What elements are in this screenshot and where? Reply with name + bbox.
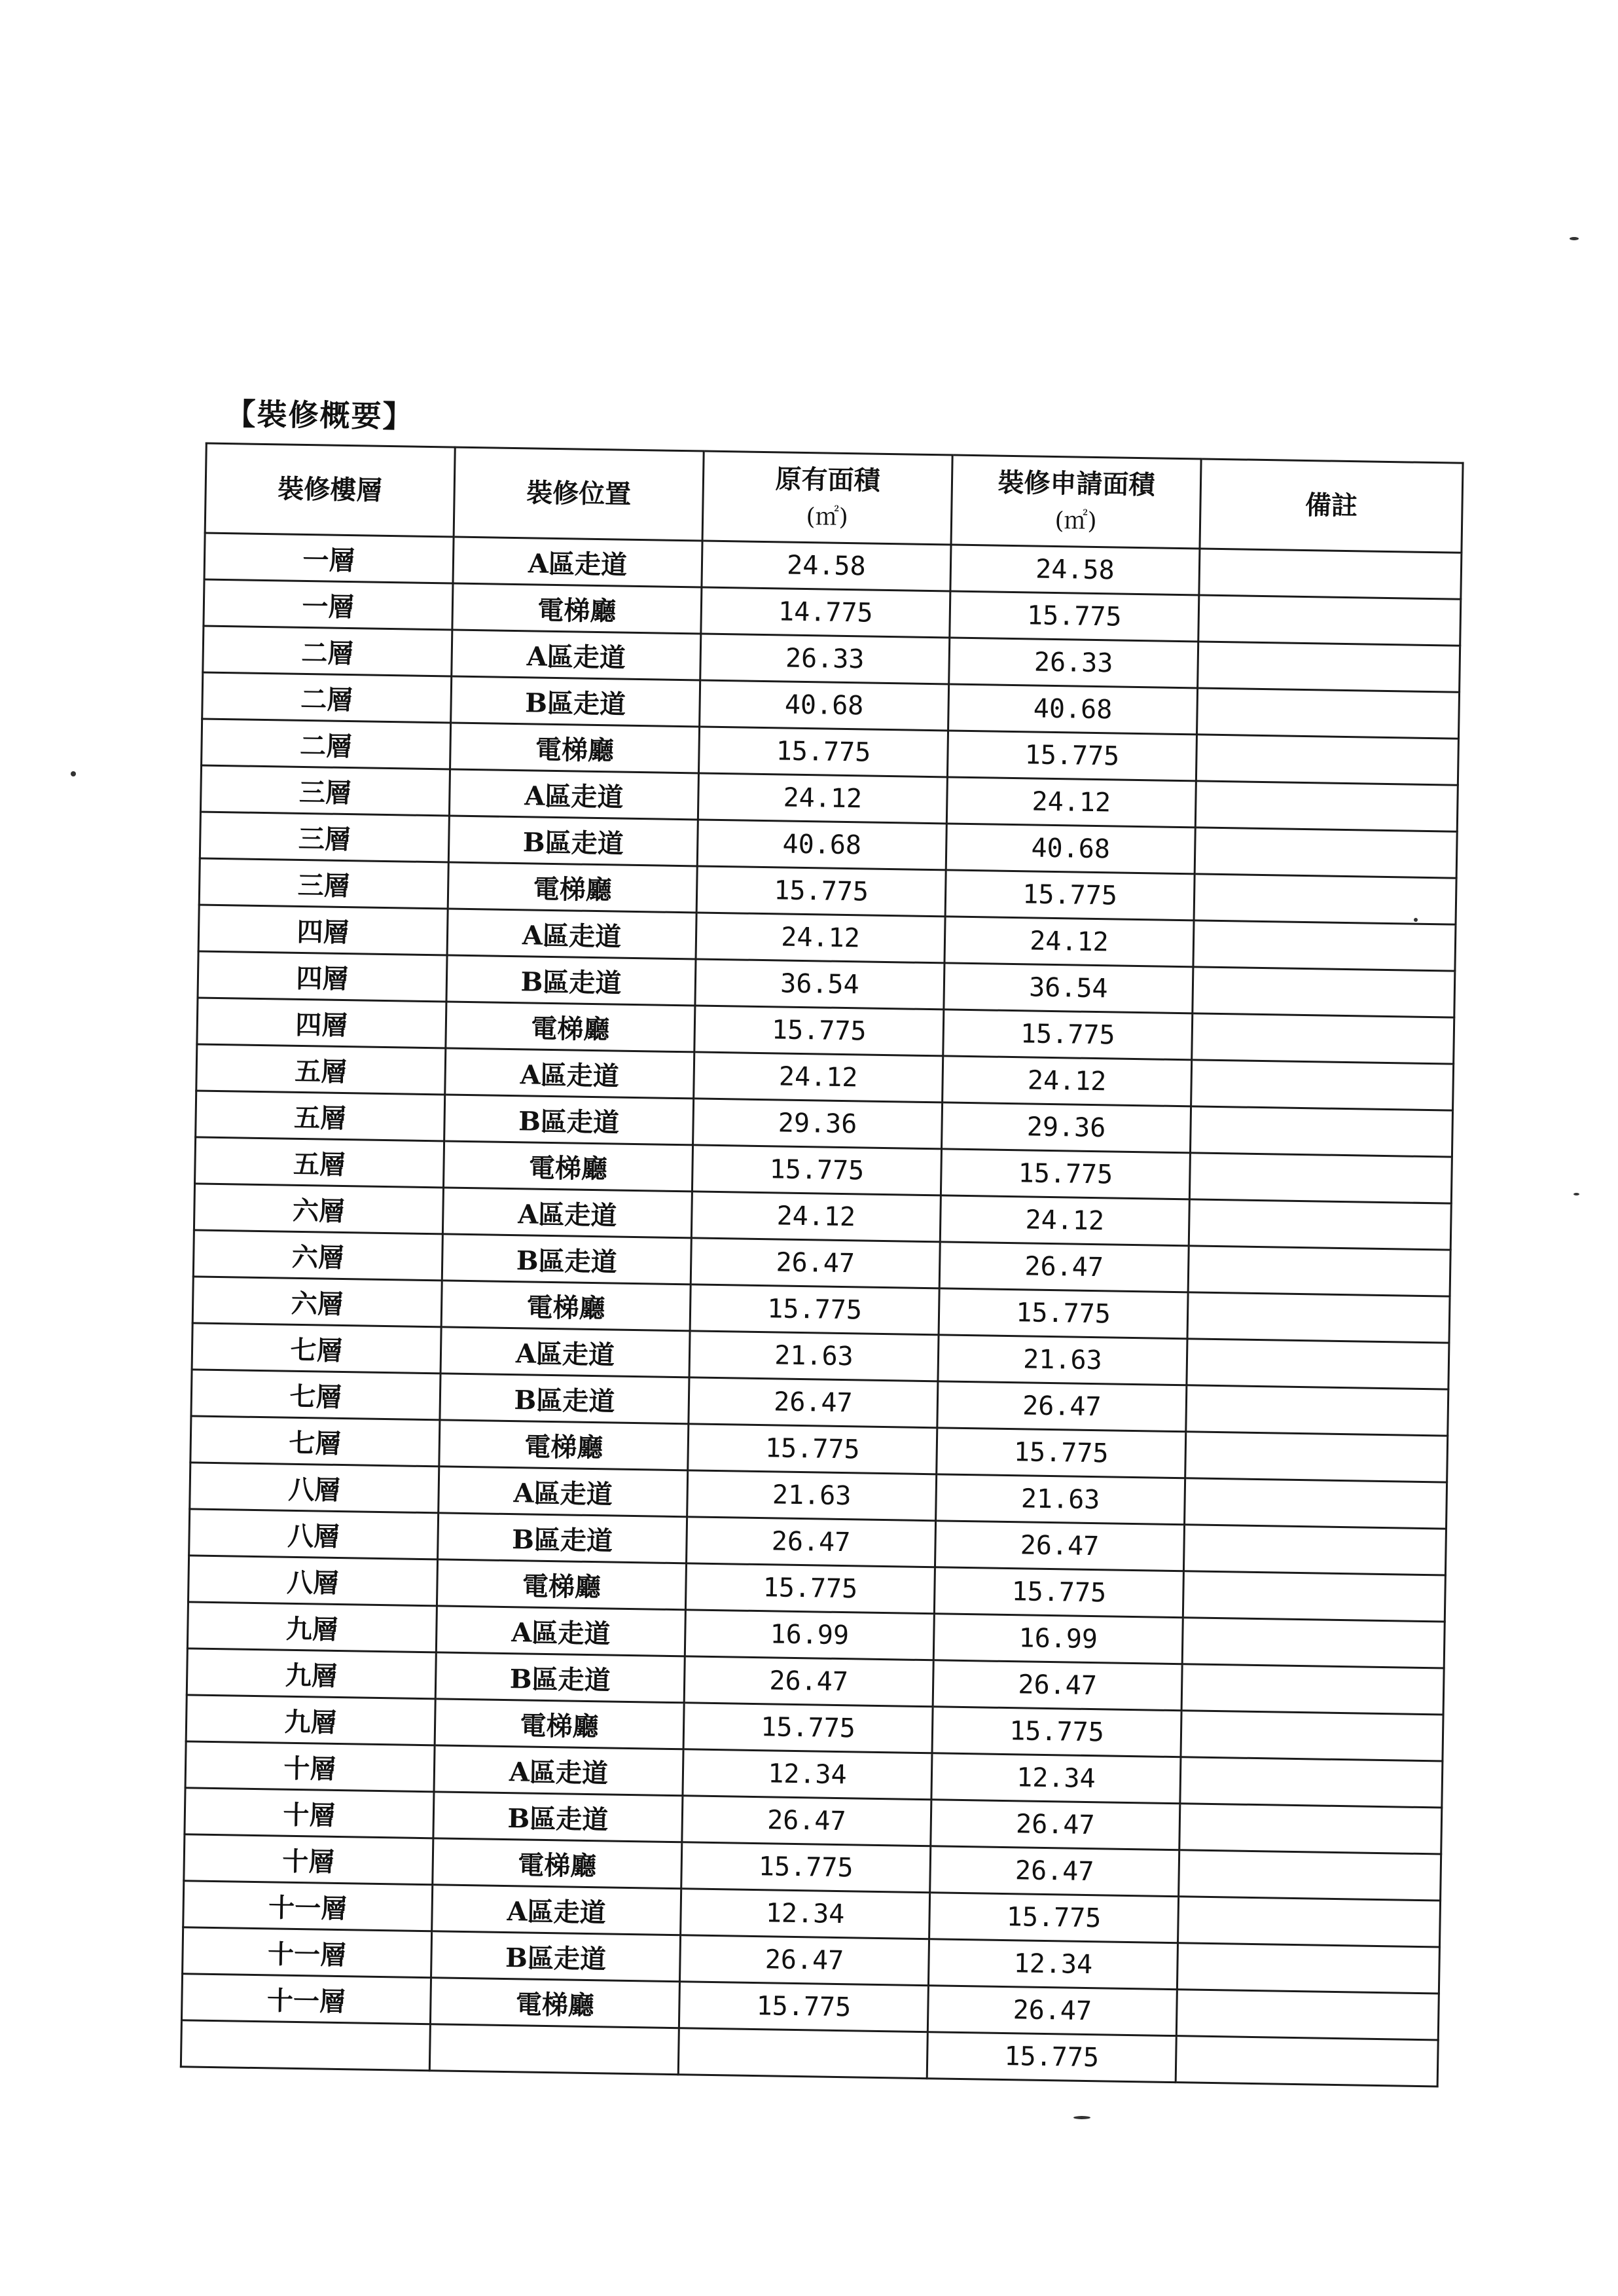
applied-area-cell: 24.12: [946, 777, 1196, 828]
applied-area-cell: 15.775: [945, 870, 1195, 920]
location-cell: B區走道: [433, 1792, 683, 1842]
floor-cell: 四層: [197, 998, 446, 1048]
remarks-cell: [1186, 1385, 1448, 1436]
location-cell: 電梯廳: [433, 1838, 682, 1889]
remarks-cell: [1198, 595, 1461, 646]
original-area-cell: 26.47: [684, 1656, 933, 1707]
location-cell: A區走道: [434, 1745, 683, 1796]
original-area-cell: 12.34: [681, 1889, 930, 1939]
applied-area-cell: 24.12: [940, 1195, 1189, 1246]
location-cell: B區走道: [448, 816, 698, 866]
floor-cell: 十一層: [181, 1974, 431, 2024]
floor-cell: 三層: [200, 812, 449, 862]
location-cell: B區走道: [442, 1234, 691, 1285]
original-area-cell: 24.12: [694, 1052, 943, 1102]
floor-cell: 八層: [188, 1556, 437, 1606]
applied-area-cell: 16.99: [933, 1614, 1183, 1664]
remarks-cell: [1188, 1246, 1450, 1296]
floor-cell: 一層: [204, 579, 453, 630]
header-original-area: [702, 451, 952, 545]
original-area-cell: 26.47: [679, 1935, 929, 1986]
header-applied-area: [951, 455, 1201, 549]
applied-area-cell: 26.47: [935, 1521, 1184, 1571]
remarks-cell: [1178, 1897, 1441, 1947]
floor-cell: 三層: [200, 765, 450, 816]
applied-area-cell: 26.47: [939, 1242, 1189, 1292]
floor-cell: 二層: [202, 719, 451, 769]
remarks-cell: [1193, 920, 1456, 971]
applied-area-cell: 26.47: [927, 1986, 1177, 2036]
original-area-cell: 24.12: [698, 773, 947, 824]
original-area-cell: 15.775: [692, 1145, 941, 1195]
renovation-summary-table: [180, 443, 1464, 2088]
location-cell: 電梯廳: [448, 862, 697, 913]
location-cell: 電梯廳: [430, 1978, 679, 2028]
location-cell: A區走道: [442, 1188, 692, 1238]
applied-area-cell: 21.63: [938, 1335, 1187, 1385]
original-area-cell: 26.47: [689, 1377, 938, 1428]
applied-area-cell: 21.63: [936, 1474, 1185, 1525]
remarks-cell: [1182, 1618, 1445, 1668]
original-area-cell: 36.54: [695, 959, 944, 1010]
original-area-cell: 15.775: [696, 866, 946, 917]
applied-area-cell: 29.36: [942, 1102, 1191, 1153]
floor-cell: 二層: [203, 626, 452, 676]
remarks-cell: [1185, 1432, 1448, 1482]
header-location: [454, 447, 704, 541]
section-title: 【裝修概要】: [225, 396, 414, 435]
remarks-cell: [1193, 967, 1455, 1017]
original-area-cell: 12.34: [683, 1749, 932, 1800]
header-original-area-unit: (㎡): [806, 503, 849, 531]
floor-cell: 四層: [198, 905, 448, 955]
original-area-cell: 15.775: [694, 1006, 944, 1056]
location-cell: A區走道: [439, 1467, 688, 1517]
remarks-cell: [1198, 642, 1460, 692]
applied-area-cell: 15.775: [950, 591, 1199, 642]
remarks-cell: [1189, 1199, 1451, 1250]
applied-area-cell: 15.775: [932, 1707, 1181, 1757]
location-cell: B區走道: [446, 955, 696, 1006]
remarks-cell: [1194, 874, 1456, 924]
remarks-cell: [1195, 828, 1457, 878]
location-cell: A區走道: [452, 630, 701, 680]
original-area-cell: 40.68: [700, 680, 949, 731]
floor-cell: 三層: [199, 858, 448, 909]
original-area-cell: 40.68: [697, 820, 946, 870]
location-cell: B區走道: [435, 1652, 685, 1703]
original-area-cell: 15.775: [685, 1563, 935, 1614]
floor-cell: 二層: [202, 672, 452, 723]
location-cell: A區走道: [440, 1327, 690, 1377]
location-cell: B區走道: [438, 1513, 687, 1563]
remarks-cell: [1196, 735, 1458, 785]
header-location-label: 裝修位置: [526, 477, 632, 510]
floor-cell: 六層: [193, 1230, 442, 1281]
header-remarks-label: 備註: [1304, 489, 1358, 522]
remarks-cell: [1183, 1571, 1445, 1622]
applied-area-cell: 15.775: [934, 1567, 1183, 1618]
floor-cell: 九層: [187, 1602, 437, 1652]
header-applied-area-unit: (㎡): [1054, 507, 1097, 535]
original-area-cell: 24.12: [691, 1192, 941, 1242]
location-cell: B區走道: [431, 1931, 681, 1982]
location-cell: A區走道: [445, 1048, 694, 1099]
original-area-cell: 26.47: [687, 1517, 936, 1567]
location-cell: B區走道: [440, 1374, 689, 1424]
floor-cell: 七層: [191, 1370, 440, 1420]
applied-area-cell: 12.34: [928, 1939, 1178, 1990]
table-body: [181, 533, 1462, 2086]
floor-cell: 九層: [187, 1649, 436, 1699]
location-cell: 電梯廳: [435, 1699, 684, 1749]
scan-speck: [1570, 237, 1579, 240]
remarks-cell: [1176, 1990, 1439, 2040]
remarks-cell: [1192, 1013, 1454, 1064]
location-cell: 電梯廳: [439, 1420, 689, 1470]
location-cell: 電梯廳: [450, 723, 700, 773]
original-area-cell: 14.775: [701, 587, 950, 638]
header-floor-label: 裝修樓層: [277, 473, 383, 506]
floor-cell: 十一層: [183, 1881, 433, 1931]
original-area-cell: 15.775: [679, 1982, 928, 2032]
location-cell: B區走道: [451, 676, 700, 727]
location-cell: A區走道: [449, 769, 698, 820]
floor-cell: 十層: [185, 1788, 434, 1838]
original-area-cell: 29.36: [693, 1099, 943, 1149]
remarks-cell: [1189, 1153, 1452, 1203]
applied-area-cell: 15.775: [939, 1288, 1188, 1339]
location-cell: 電梯廳: [452, 583, 702, 634]
location-cell: A區走道: [453, 537, 702, 587]
floor-cell: 八層: [190, 1463, 439, 1513]
original-area-cell: 24.58: [702, 541, 951, 591]
remarks-cell: [1180, 1757, 1443, 1808]
remarks-cell: [1176, 2036, 1438, 2086]
remarks-cell: [1181, 1711, 1443, 1761]
remarks-cell: [1197, 688, 1460, 738]
original-area-cell: 26.47: [682, 1796, 931, 1846]
location-cell: A區走道: [447, 909, 696, 959]
floor-cell: 十層: [185, 1741, 435, 1792]
location-cell: B區走道: [444, 1095, 694, 1145]
renovation-summary-sheet: [115, 393, 1463, 2087]
location-cell: A區走道: [436, 1606, 685, 1656]
floor-cell: 八層: [189, 1509, 439, 1559]
floor-cell: 十一層: [183, 1927, 432, 1978]
applied-area-cell: 40.68: [948, 684, 1198, 735]
applied-area-cell: 36.54: [944, 963, 1193, 1013]
floor-cell: [181, 2020, 430, 2071]
location-cell: A區走道: [432, 1885, 681, 1935]
remarks-cell: [1181, 1664, 1444, 1715]
header-applied-area-label: 裝修申請面積: [998, 467, 1155, 501]
original-area-cell: 16.99: [685, 1610, 934, 1660]
header-floor: [205, 443, 455, 537]
applied-area-cell: 26.47: [933, 1660, 1182, 1711]
scan-speck: [1573, 1193, 1579, 1195]
scan-speck: [71, 771, 76, 776]
applied-area-cell: 15.775: [947, 731, 1196, 781]
remarks-cell: [1191, 1060, 1454, 1110]
applied-area-cell: 26.47: [937, 1381, 1187, 1432]
applied-area-cell: 15.775: [929, 1893, 1179, 1943]
remarks-cell: [1179, 1850, 1441, 1901]
original-area-cell: 15.775: [698, 727, 948, 777]
original-area-cell: 15.775: [688, 1424, 937, 1474]
remarks-cell: [1187, 1292, 1450, 1343]
applied-area-cell: 26.33: [949, 638, 1198, 688]
applied-area-cell: 40.68: [946, 824, 1195, 874]
applied-area-cell: 24.58: [950, 545, 1200, 595]
original-area-cell: 24.12: [696, 913, 945, 963]
original-area-cell: 26.47: [691, 1238, 940, 1288]
original-area-cell: 15.775: [690, 1285, 939, 1335]
location-cell: [429, 2024, 679, 2075]
location-cell: 電梯廳: [441, 1281, 691, 1331]
remarks-cell: [1185, 1478, 1447, 1529]
floor-cell: 六層: [192, 1277, 442, 1327]
floor-cell: 九層: [186, 1695, 435, 1745]
original-area-cell: 15.775: [681, 1842, 931, 1893]
applied-area-cell: 15.775: [943, 1010, 1193, 1060]
applied-area-cell: 15.775: [937, 1428, 1186, 1478]
remarks-cell: [1190, 1106, 1452, 1157]
original-area-cell: 21.63: [687, 1470, 937, 1521]
scan-speck: [1073, 2116, 1090, 2119]
remarks-cell: [1177, 1943, 1439, 1994]
original-area-cell: 15.775: [683, 1703, 933, 1753]
location-cell: 電梯廳: [446, 1002, 695, 1052]
floor-cell: 七層: [190, 1416, 440, 1467]
applied-area-cell: 26.47: [931, 1800, 1180, 1850]
remarks-cell: [1183, 1525, 1446, 1575]
floor-cell: 四層: [198, 951, 447, 1002]
floor-cell: 五層: [195, 1137, 444, 1188]
original-area-cell: [678, 2028, 927, 2079]
floor-cell: 一層: [204, 533, 454, 583]
location-cell: 電梯廳: [443, 1141, 692, 1192]
header-remarks: [1200, 459, 1463, 553]
floor-cell: 六層: [194, 1184, 443, 1234]
original-area-cell: 21.63: [689, 1331, 939, 1381]
remarks-cell: [1199, 549, 1462, 599]
location-cell: 電梯廳: [437, 1559, 686, 1610]
applied-area-cell: 15.775: [941, 1149, 1190, 1199]
floor-cell: 五層: [196, 1044, 446, 1095]
floor-cell: 七層: [192, 1323, 441, 1374]
floor-cell: 十層: [184, 1834, 433, 1885]
applied-area-cell: 15.775: [927, 2032, 1176, 2083]
original-area-cell: 26.33: [700, 634, 950, 684]
applied-area-cell: 12.34: [931, 1753, 1181, 1804]
applied-area-cell: 24.12: [944, 917, 1194, 967]
header-original-area-label: 原有面積: [775, 464, 880, 496]
floor-cell: 五層: [196, 1091, 445, 1141]
applied-area-cell: 26.47: [930, 1846, 1179, 1897]
remarks-cell: [1195, 781, 1458, 831]
remarks-cell: [1179, 1804, 1442, 1854]
remarks-cell: [1187, 1339, 1449, 1389]
applied-area-cell: 24.12: [943, 1056, 1192, 1106]
